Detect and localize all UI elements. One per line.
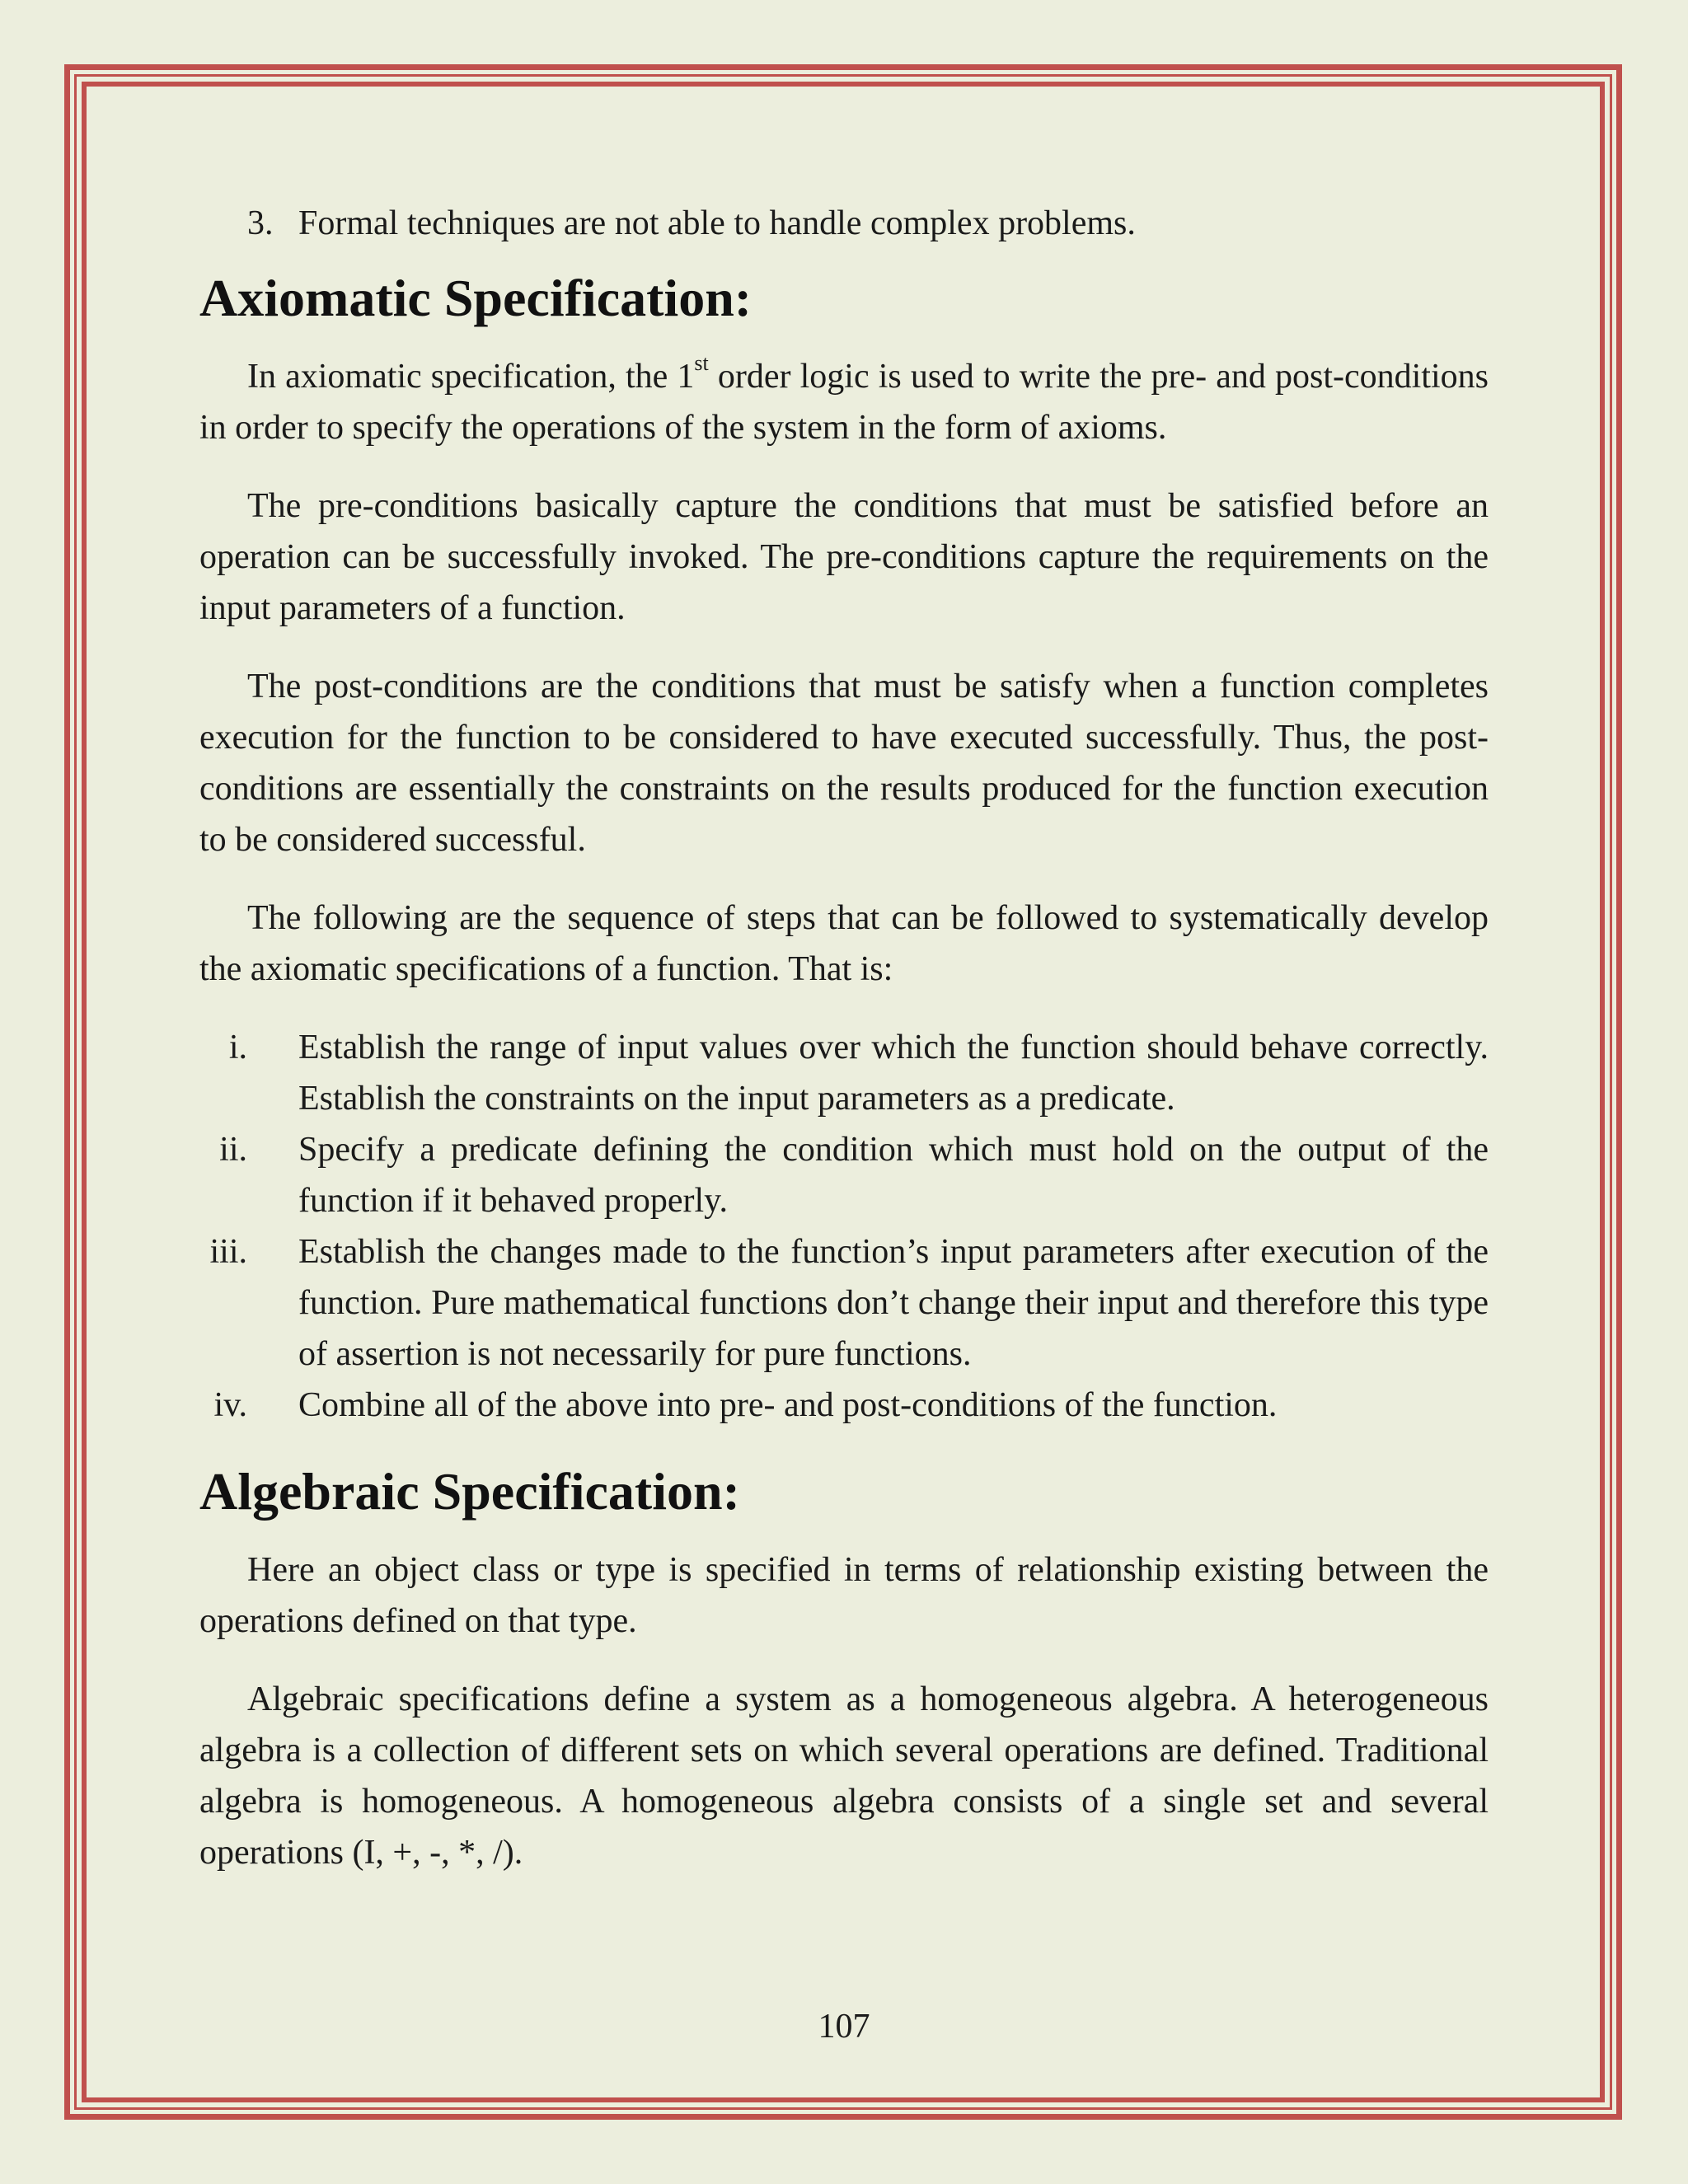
step-item-4: [199, 1380, 1489, 1431]
heading-algebraic-specification: Algebraic Specification:: [199, 1462, 740, 1521]
step-text: Establish the changes made to the function’s input parameters after execution of the function. Pure mathematical functions don’t change their input and therefore this type of assertion is not necessarily for pure functions.: [298, 1233, 1489, 1373]
step-item-3: [199, 1226, 1489, 1380]
list-item-3: [199, 198, 1489, 249]
step-text: Establish the range of input values over which the function should behave correctly. Establish the constraints on the input parameters as a predicate.: [298, 1029, 1489, 1118]
axiomatic-paragraph-1: [199, 351, 1489, 453]
algebraic-paragraph-1: Here an object class or type is specified in terms of relationship existing between the operations defined on that type.: [199, 1551, 1489, 1640]
list-item-text: Formal techniques are not able to handle complex problems.: [298, 204, 1136, 242]
axiomatic-paragraph-2: The pre-conditions basically capture the conditions that must be satisfied before an operation can be successfully invoked. The pre-conditions capture the requirements on the input parameters of a function.: [199, 487, 1489, 627]
axiomatic-paragraph-4: The following are the sequence of steps that can be followed to systematically develop the axiomatic specifications of a function. That is:: [199, 899, 1489, 988]
axiomatic-p1-after: order logic is used to write the pre- and post-conditions in order to specify the operations of the system in the form of axioms.: [199, 358, 1489, 447]
axiomatic-paragraph-3: The post-conditions are the conditions that must be satisfy when a function completes execution for the function to be considered to have executed successfully. Thus, the post-conditions are essentially the constraints on the results produced for the function execution to be considered successful.: [199, 668, 1489, 859]
steps-list: [199, 1022, 1489, 1431]
step-item-1: [199, 1022, 1489, 1124]
step-number: iv.: [213, 1386, 247, 1424]
step-number: ii.: [219, 1131, 247, 1169]
step-number: iii.: [209, 1233, 247, 1271]
heading-axiomatic-specification: Axiomatic Specification:: [199, 269, 753, 327]
ordinal-superscript: st: [694, 351, 709, 375]
step-item-2: [199, 1124, 1489, 1226]
step-number: i.: [228, 1029, 247, 1066]
page-number: 107: [818, 2008, 870, 2046]
step-text: Specify a predicate defining the condition which must hold on the output of the function if it behaved properly.: [298, 1131, 1489, 1220]
algebraic-paragraph-2: Algebraic specifications define a system as a homogeneous algebra. A heterogeneous algebra is a collection of different sets on which several operations are defined. Traditional algebra is homogeneous. A homogeneous algebra consists of a single set and several operations (I, +, -, *, /).: [199, 1680, 1489, 1872]
step-text: Combine all of the above into pre- and post-conditions of the function.: [298, 1386, 1278, 1424]
page-content: [199, 190, 1489, 1905]
list-item-number: 3.: [247, 204, 274, 242]
axiomatic-p1-before: In axiomatic specification, the 1: [247, 358, 695, 396]
